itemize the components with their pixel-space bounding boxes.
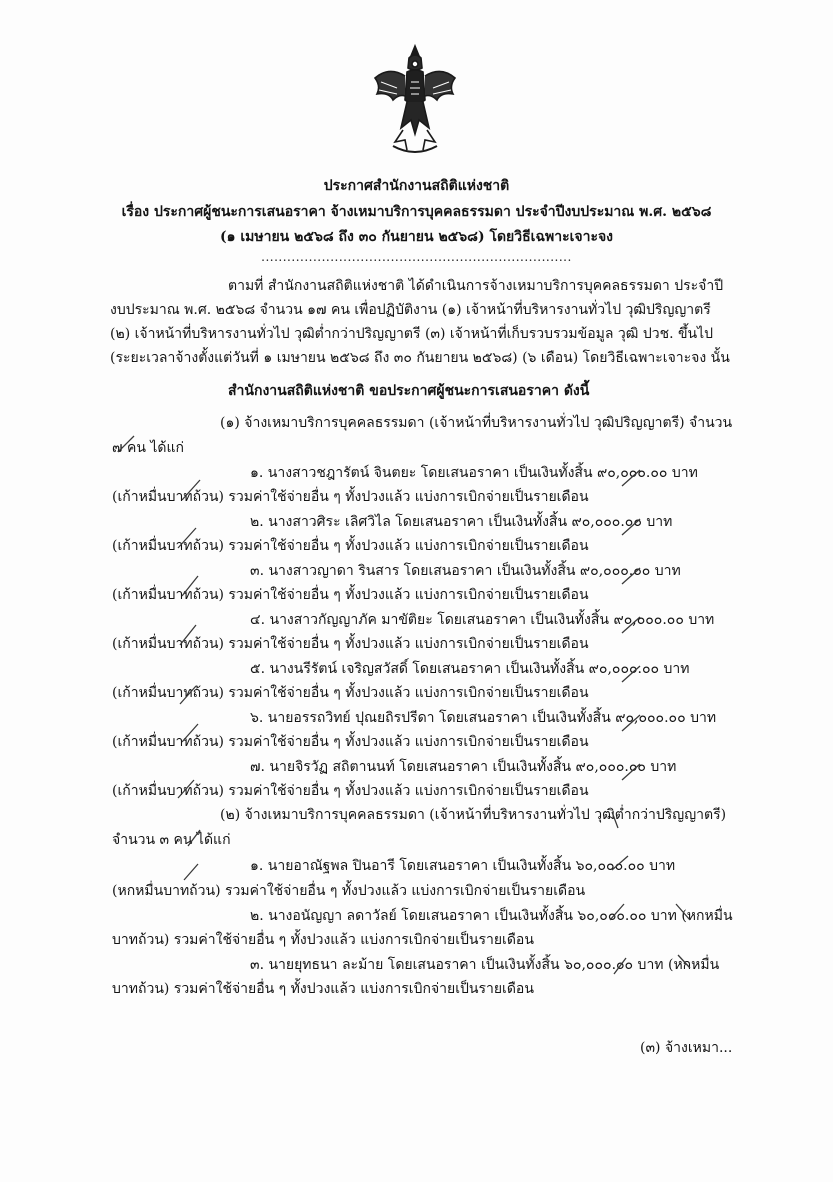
group1-item-7: ๗. นายจิรวัฏ สถิตานนท์ โดยเสนอราคา เป็นเงินทั้งสิ้น ๙๐,๐๐๐.๐๐ บาท [250,759,677,775]
group1-item-5: ๕. นางนรีรัตน์ เจริญสวัสดิ์ โดยเสนอราคา เป็นเงินทั้งสิ้น ๙๐,๐๐๐.๐๐ บาท [250,661,690,677]
group2-item-2: ๒. นางอนัญญา ลดาวัลย์ โดยเสนอราคา เป็นเงินทั้งสิ้น ๖๐,๐๐๐.๐๐ บาท (หกหมื่น [250,908,733,924]
intro-line-4: (ระยะเวลาจ้างตั้งแต่วันที่ ๑ เมษายน ๒๕๖๘ ถึง ๓๐ กันยายน ๒๕๖๘) (๖ เดือน) โดยวิธีเฉพาะเจาะจง นั้น [110,350,730,366]
title-divider: ........................................................................ [261,250,572,264]
group1-item-3-detail: (เก้าหมื่นบาทถ้วน) รวมค่าใช้จ่ายอื่น ๆ ทั้งปวงแล้ว แบ่งการเบิกจ่ายเป็นรายเดือน [112,587,589,603]
intro-line-1: ตามที่ สำนักงานสถิติแห่งชาติ ได้ดำเนินการจ้างเหมาบริการบุคคลธรรมดา ประจำปี [228,278,724,294]
group1-item-3: ๓. นางสาวญาดา รินสาร โดยเสนอราคา เป็นเงินทั้งสิ้น ๙๐,๐๐๐.๐๐ บาท [250,563,681,579]
document-period: (๑ เมษายน ๒๕๖๘ ถึง ๓๐ กันยายน ๒๕๖๘) โดยวิธีเฉพาะเจาะจง [219,229,614,245]
group2-count: จำนวน ๓ คน ได้แก่ [112,832,231,848]
group2-item-3-detail: บาทถ้วน) รวมค่าใช้จ่ายอื่น ๆ ทั้งปวงแล้ว แบ่งการเบิกจ่ายเป็นรายเดือน [112,981,534,997]
garuda-emblem-icon [367,42,463,162]
group1-item-2: ๒. นางสาวศิระ เลิศวิไล โดยเสนอราคา เป็นเงินทั้งสิ้น ๙๐,๐๐๐.๐๐ บาท [250,514,673,530]
group1-item-6-detail: (เก้าหมื่นบาทถ้วน) รวมค่าใช้จ่ายอื่น ๆ ทั้งปวงแล้ว แบ่งการเบิกจ่ายเป็นรายเดือน [112,734,589,750]
group1-item-4: ๔. นางสาวกัญญาภัค มาขัติยะ โดยเสนอราคา เป็นเงินทั้งสิ้น ๙๐,๐๐๐.๐๐ บาท [250,612,715,628]
group1-item-4-detail: (เก้าหมื่นบาทถ้วน) รวมค่าใช้จ่ายอื่น ๆ ทั้งปวงแล้ว แบ่งการเบิกจ่ายเป็นรายเดือน [112,636,589,652]
group2-item-1: ๑. นายอาณัฐพล ปินอารี โดยเสนอราคา เป็นเงินทั้งสิ้น ๖๐,๐๐๐.๐๐ บาท [250,858,676,874]
group2-item-2-detail: บาทถ้วน) รวมค่าใช้จ่ายอื่น ๆ ทั้งปวงแล้ว แบ่งการเบิกจ่ายเป็นรายเดือน [112,932,534,948]
group1-heading: (๑) จ้างเหมาบริการบุคคลธรรมดา (เจ้าหน้าที่บริหารงานทั่วไป วุฒิปริญญาตรี) จำนวน [220,415,733,431]
intro-line-2: งบประมาณ พ.ศ. ๒๕๖๘ จำนวน ๑๗ คน เพื่อปฏิบัติงาน (๑) เจ้าหน้าที่บริหารงานทั่วไป วุฒิปริญญาตรี [110,302,711,318]
group1-count: ๗ คน ได้แก่ [112,440,184,456]
group1-item-2-detail: (เก้าหมื่นบาทถ้วน) รวมค่าใช้จ่ายอื่น ๆ ทั้งปวงแล้ว แบ่งการเบิกจ่ายเป็นรายเดือน [112,538,589,554]
group2-item-3: ๓. นายยุทธนา ละม้าย โดยเสนอราคา เป็นเงินทั้งสิ้น ๖๐,๐๐๐.๐๐ บาท (หกหมื่น [250,957,720,973]
group2-heading: (๒) จ้างเหมาบริการบุคคลธรรมดา (เจ้าหน้าที่บริหารงานทั่วไป วุฒิต่ำกว่าปริญญาตรี) [220,807,727,823]
group1-item-1-detail: (เก้าหมื่นบาทถ้วน) รวมค่าใช้จ่ายอื่น ๆ ทั้งปวงแล้ว แบ่งการเบิกจ่ายเป็นรายเดือน [112,489,589,505]
document-title: ประกาศสำนักงานสถิติแห่งชาติ [323,178,510,194]
continuation-text: (๓) จ้างเหมา... [640,1040,733,1056]
document-subject: เรื่อง ประกาศผู้ชนะการเสนอราคา จ้างเหมาบริการบุคคลธรรมดา ประจำปีงบประมาณ พ.ศ. ๒๕๖๘ [121,204,712,220]
group2-item-1-detail: (หกหมื่นบาทถ้วน) รวมค่าใช้จ่ายอื่น ๆ ทั้งปวงแล้ว แบ่งการเบิกจ่ายเป็นรายเดือน [112,883,586,899]
announcement-heading: สำนักงานสถิติแห่งชาติ ขอประกาศผู้ชนะการเสนอราคา ดังนี้ [228,383,590,399]
group1-item-1: ๑. นางสาวชฎารัตน์ จินตยะ โดยเสนอราคา เป็นเงินทั้งสิ้น ๙๐,๐๐๐.๐๐ บาท [250,465,698,481]
group1-item-5-detail: (เก้าหมื่นบาทถ้วน) รวมค่าใช้จ่ายอื่น ๆ ทั้งปวงแล้ว แบ่งการเบิกจ่ายเป็นรายเดือน [112,685,589,701]
intro-line-3: (๒) เจ้าหน้าที่บริหารงานทั่วไป วุฒิต่ำกว่าปริญญาตรี (๓) เจ้าหน้าที่เก็บรวบรวมข้อมูล วุฒิ ปวช. ขึ้นไป [110,326,714,342]
group1-item-7-detail: (เก้าหมื่นบาทถ้วน) รวมค่าใช้จ่ายอื่น ๆ ทั้งปวงแล้ว แบ่งการเบิกจ่ายเป็นรายเดือน [112,783,589,799]
group1-item-6: ๖. นายอรรถวิทย์ ปุณยถิรปรีดา โดยเสนอราคา เป็นเงินทั้งสิ้น ๙๐,๐๐๐.๐๐ บาท [250,710,717,726]
